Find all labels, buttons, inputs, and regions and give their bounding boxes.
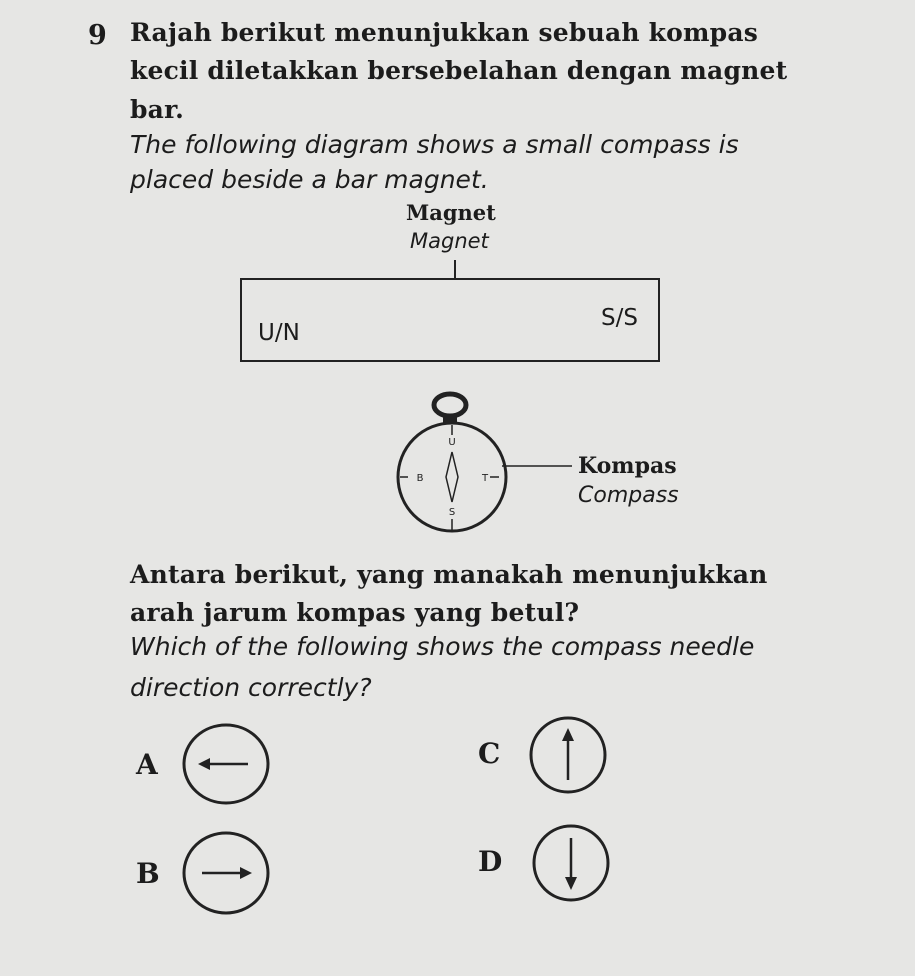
magnet-north-pole-label: U/N	[258, 320, 300, 346]
compass-mark-right: T	[481, 473, 489, 484]
question-text-ms-line1: Rajah berikut menunjukkan sebuah kompas	[130, 18, 759, 47]
option-b-label[interactable]: B	[136, 857, 160, 890]
question-text-en-line2: placed beside a bar magnet.	[130, 165, 489, 194]
prompt-text-en-line2: direction correctly?	[130, 673, 372, 702]
prompt-text-ms-line1: Antara berikut, yang manakah menunjukkan	[130, 560, 768, 589]
compass-mark-bottom: S	[448, 507, 456, 518]
prompt-text-ms-line2: arah jarum kompas yang betul?	[130, 598, 580, 627]
option-d-down-arrow-icon[interactable]	[530, 822, 612, 904]
compass-label-en: Compass	[578, 483, 679, 508]
option-d-label[interactable]: D	[478, 845, 503, 878]
option-c-label[interactable]: C	[478, 737, 501, 770]
option-a-left-arrow-icon[interactable]	[180, 722, 272, 806]
compass-label-ms: Kompas	[578, 453, 677, 479]
option-b-right-arrow-icon[interactable]	[180, 830, 272, 916]
option-a-label[interactable]: A	[136, 748, 158, 781]
magnet-south-pole-label: S/S	[601, 305, 638, 331]
option-c-up-arrow-icon[interactable]	[527, 714, 609, 796]
compass-mark-left: B	[416, 473, 424, 484]
compass-ring-icon	[434, 394, 466, 423]
question-text-ms-line2: kecil diletakkan bersebelahan dengan magnet	[130, 56, 788, 85]
magnet-label-en: Magnet	[410, 229, 489, 253]
question-text-ms-line3: bar.	[130, 95, 185, 124]
prompt-text-en-line1: Which of the following shows the compass needle	[130, 632, 755, 661]
compass-diagram	[392, 255, 582, 545]
magnet-label-ms: Magnet	[406, 200, 496, 225]
question-text-en-line1: The following diagram shows a small compass is	[130, 130, 739, 159]
compass-mark-top: U	[448, 437, 456, 448]
question-number: 9	[88, 20, 107, 51]
